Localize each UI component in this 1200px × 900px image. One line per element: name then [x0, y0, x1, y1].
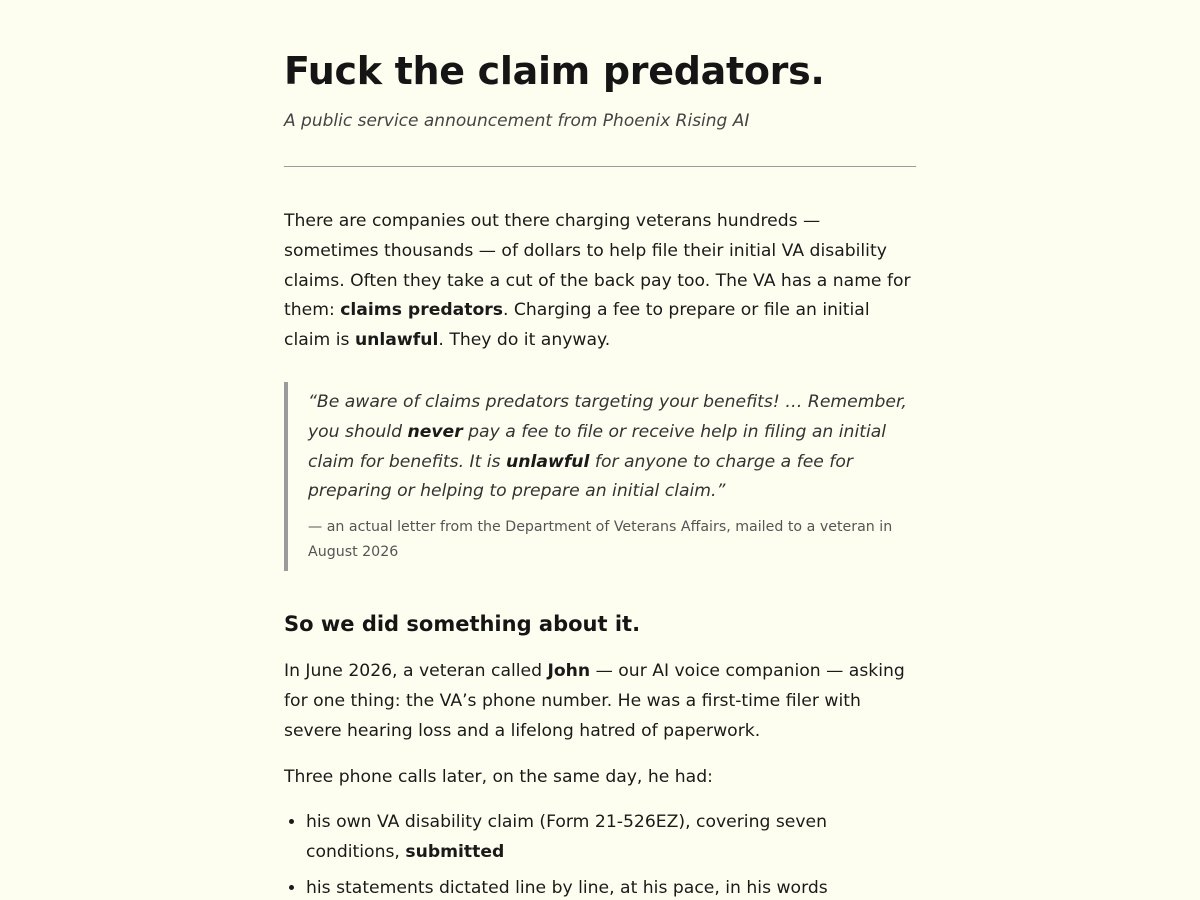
- intro-bold-claims-predators: claims predators: [340, 300, 503, 321]
- page-subtitle: A public service announcement from Phoenix Rising AI: [284, 111, 750, 131]
- list-item-bold: submitted: [405, 842, 505, 863]
- list-item: [306, 874, 916, 900]
- john-text-2: — our AI voice companion — asking for one thing: the VA’s phone number. He was a first-time filer with severe hearing loss and a lifelong hatred of paperwork.: [284, 661, 905, 741]
- three-calls-paragraph: Three phone calls later, on the same day, he had:: [284, 766, 713, 787]
- intro-text-3: . They do it anyway.: [438, 330, 611, 351]
- section-heading: So we did something about it.: [284, 612, 641, 637]
- intro-text-1: There are companies out there charging veterans hundreds — sometimes thousands — of dollars to help file their initial VA disability claims. Often they take a cut of the back pay too. The VA has a name for them:: [284, 211, 911, 321]
- quote-bold-never: never: [407, 421, 463, 442]
- list-item-text: his own VA disability claim (Form 21-526EZ), covering seven conditions,: [306, 812, 828, 863]
- john-bold-name: John: [547, 661, 591, 682]
- list-item: [306, 808, 916, 868]
- intro-paragraph: [284, 207, 916, 356]
- quote-text-3: for anyone to charge a fee for preparing or helping to prepare an initial claim.”: [308, 451, 853, 502]
- intro-text-2: . Charging a fee to prepare or file an initial claim is: [284, 300, 870, 351]
- quote-text: [308, 388, 916, 507]
- header-divider: [284, 166, 916, 167]
- outcomes-list: [284, 808, 916, 900]
- john-text-1: In June 2026, a veteran called: [284, 661, 548, 682]
- va-letter-quote: [284, 382, 916, 571]
- quote-text-2: pay a fee to file or receive help in filing an initial claim for benefits. It is: [308, 421, 887, 472]
- list-item-text: his statements dictated line by line, at his pace, in his words: [306, 877, 828, 898]
- quote-bold-unlawful: unlawful: [505, 451, 590, 472]
- page-title: Fuck the claim predators.: [284, 49, 825, 93]
- intro-bold-unlawful: unlawful: [354, 330, 439, 351]
- quote-citation: — an actual letter from the Department of Veterans Affairs, mailed to a veteran in August 2026: [308, 519, 893, 561]
- article: [284, 0, 916, 900]
- quote-text-1: “Be aware of claims predators targeting your benefits! … Remember, you should: [308, 391, 907, 442]
- john-paragraph: [284, 657, 916, 746]
